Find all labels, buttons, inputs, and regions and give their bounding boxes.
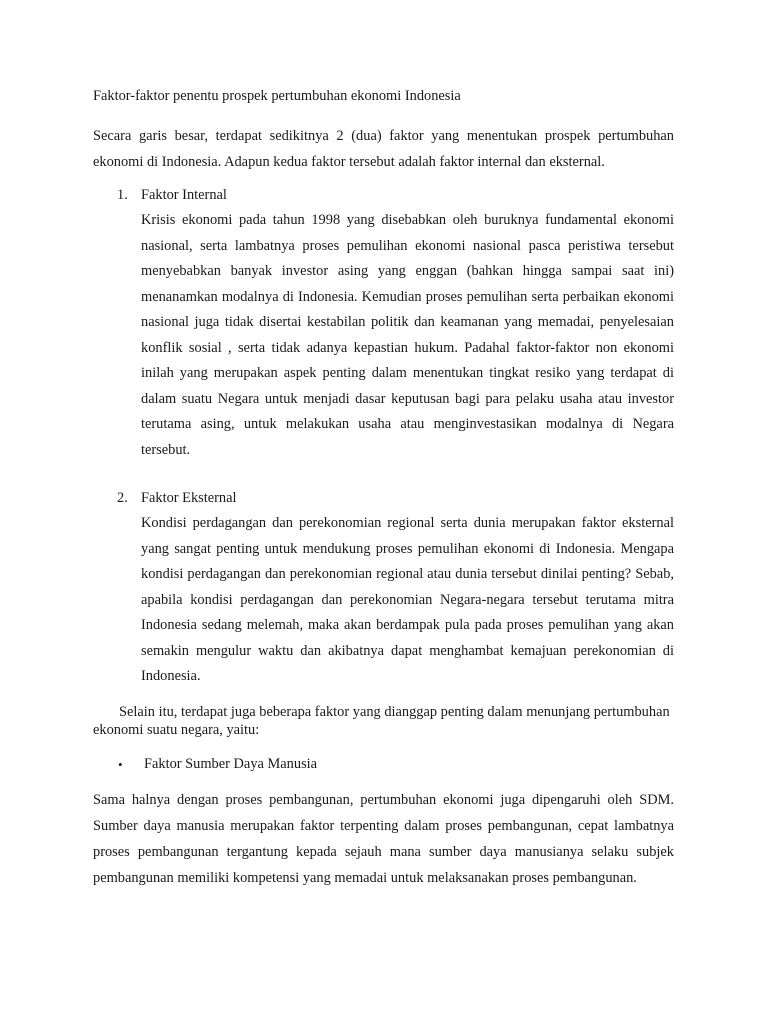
bullet-item-sdm: Faktor Sumber Daya Manusia [144, 756, 318, 772]
list-body-eksternal: Kondisi perdagangan dan perekonomian regional serta dunia merupakan faktor eksternal yang sangat penting untuk mendukung proses pemulihan ekonomi di Indonesia. Mengapa kondisi perdagangan dan perekonomian regional atau dunia tersebut dinilai penting? Sebab, apabila kondisi perdagangan dan perekonomian Negara-negara tersebut terutama mitra Indonesia sedang melemah, maka akan berdampak pula pada proses pemulihan yang akan semakin mengulur waktu dan akibatnya dapat menghambat kemajuan perekonomian di Indonesia. [141, 515, 674, 684]
selain-paragraph [93, 703, 693, 739]
list-body-internal: Krisis ekonomi pada tahun 1998 yang disebabkan oleh buruknya fundamental ekonomi nasional, serta lambatnya proses pemulihan ekonomi nasional pasca peristiwa tersebut menyebabkan banyak investor asing yang enggan (bahkan hingga sampai saat ini) menanamkan modalnya di Indonesia. Kemudian proses pemulihan serta perbaikan ekonomi nasional juga tidak disertai kestabilan politik dan keamanan yang memadai, penyelesaian konflik sosial , serta tidak adanya kepastian hukum. Padahal faktor-faktor non ekonomi inilah yang merupakan aspek penting dalam menentukan tingkat resiko yang terdapat di dalam suatu Negara untuk menjadi dasar keputusan bagi para pelaku usaha atau investor terutama asing, untuk melakukan usaha atau menginvestasikan modalnya di Negara tersebut. [141, 212, 674, 458]
sdm-paragraph: Sama halnya dengan proses pembangunan, pertumbuhan ekonomi juga dipengaruhi oleh SDM. Sumber daya manusia merupakan faktor terpenting dalam proses pembangunan, cepat lambatnya proses pembangunan tergantung kepada sejauh mana sumber daya manusianya selaku subjek pembangunan memiliki kompetensi yang memadai untuk melaksanakan proses pembangunan. [93, 792, 674, 886]
list-number-1: 1. [117, 187, 128, 203]
selain-text: Selain itu, terdapat juga beberapa faktor yang dianggap penting dalam menunjang pertumbuhan ekonomi suatu negara, yaitu: [93, 704, 670, 738]
list-heading-eksternal: Faktor Eksternal [141, 490, 237, 506]
list-heading-internal: Faktor Internal [141, 187, 227, 203]
list-number-2: 2. [117, 490, 128, 506]
intro-paragraph: Secara garis besar, terdapat sedikitnya 2 (dua) faktor yang menentukan prospek pertumbuhan ekonomi di Indonesia. Adapun kedua faktor tersebut adalah faktor internal dan eksternal. [93, 128, 674, 170]
bullet-marker: • [118, 757, 123, 772]
document-title: Faktor-faktor penentu prospek pertumbuhan ekonomi Indonesia [93, 88, 461, 104]
